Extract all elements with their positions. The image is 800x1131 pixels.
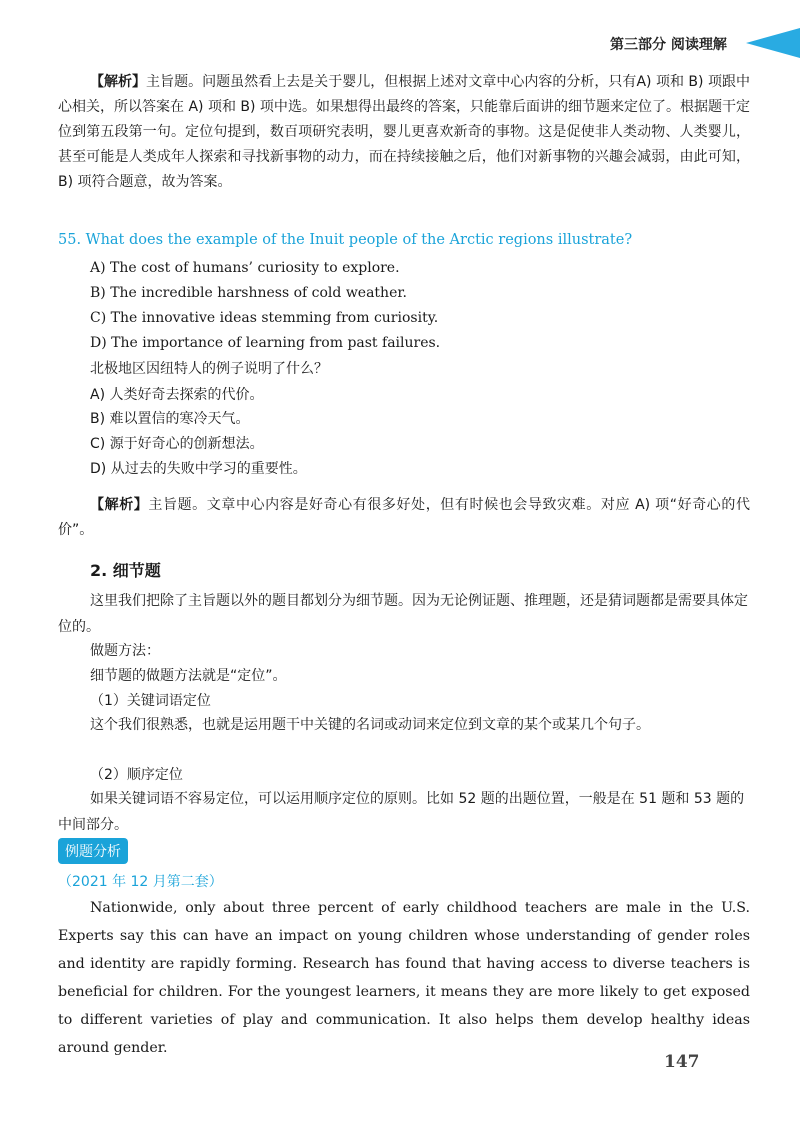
item2-title: （2）顺序定位 [90,767,183,783]
section-intro: 这里我们把除了主旨题以外的题目都划分为细节题。因为无论例证题、推理题，还是猜词题都是需要具体定位的。 [58,593,748,635]
option-en-d: D) The importance of learning from past failures. [90,335,441,351]
option-en-a: A) The cost of humans’ curiosity to explore. [90,260,400,276]
section-title: 第三部分 阅读理解 [610,37,727,53]
question-55-stem-cn: 北极地区因纽特人的例子说明了什么？ [90,361,328,377]
example-badge: 例题分析 [58,838,128,864]
example-passage: Nationwide, only about three percent of early childhood teachers are male in the U.S. Experts say this can have an impact on young children whose understanding of gender roles and identity are rapidly forming. Research has found that having access to diverse teachers is beneficial for children. For the youngest learners, it means they are more likely to get exposed to different varieties of play and communication. It also helps them develop healthy ideas around gender. [58,900,750,1056]
option-cn-a: A) 人类好奇去探索的代价。 [90,387,264,403]
header-triangle-icon [746,28,800,58]
analysis-text: 主旨题。文章中心内容是好奇心有很多好处，但有时候也会导致灾难。对应 A) 项“好奇心的代价”。 [58,497,750,538]
analysis-55 [58,493,750,543]
analysis-54 [58,70,750,195]
example-source: （2021 年 12 月第二套） [58,874,223,890]
question-55-stem: 55. What does the example of the Inuit people of the Arctic regions illustrate? [58,232,633,248]
page-header [586,28,800,58]
option-cn-b: B) 难以置信的寒冷天气。 [90,411,250,427]
option-cn-d: D) 从过去的失败中学习的重要性。 [90,461,307,477]
option-en-c: C) The innovative ideas stemming from curiosity. [90,310,439,326]
item1-title: （1）关键词语定位 [90,693,211,709]
method-label: 做题方法： [90,643,160,659]
method-text: 细节题的做题方法就是“定位”。 [90,668,287,684]
section-heading: 2. 细节题 [90,561,161,580]
analysis-tag: 【解析】 [90,74,147,90]
analysis-text: 主旨题。问题虽然看上去是关于婴儿，但根据上述对文章中心内容的分析，只有A) 项和 B) 项跟中心相关，所以答案在 A) 项和 B) 项中选。如果想得出最终的答案，只能靠后面讲的细节题来定位了。根据题干定位到第五段第一句。定位句提到，数百项研究表明，婴儿更喜欢新奇的事物。这是促使非人类动物、人类婴儿，甚至可能是人类成年人探索和寻找新事物的动力，而在持续接触之后，他们对新事物的兴趣会减弱，由此可知，B) 项符合题意，故为答案。 [58,74,750,190]
option-en-b: B) The incredible harshness of cold weather. [90,285,407,301]
item1-text: 这个我们很熟悉，也就是运用题干中关键的名词或动词来定位到文章的某个或某几个句子。 [90,717,650,733]
option-cn-c: C) 源于好奇心的创新想法。 [90,436,264,452]
item2-text: 如果关键词语不容易定位，可以运用顺序定位的原则。比如 52 题的出题位置，一般是在 51 题和 53 题的中间部分。 [58,791,745,833]
page-number: 147 [664,1052,700,1072]
analysis-tag: 【解析】 [90,497,149,513]
